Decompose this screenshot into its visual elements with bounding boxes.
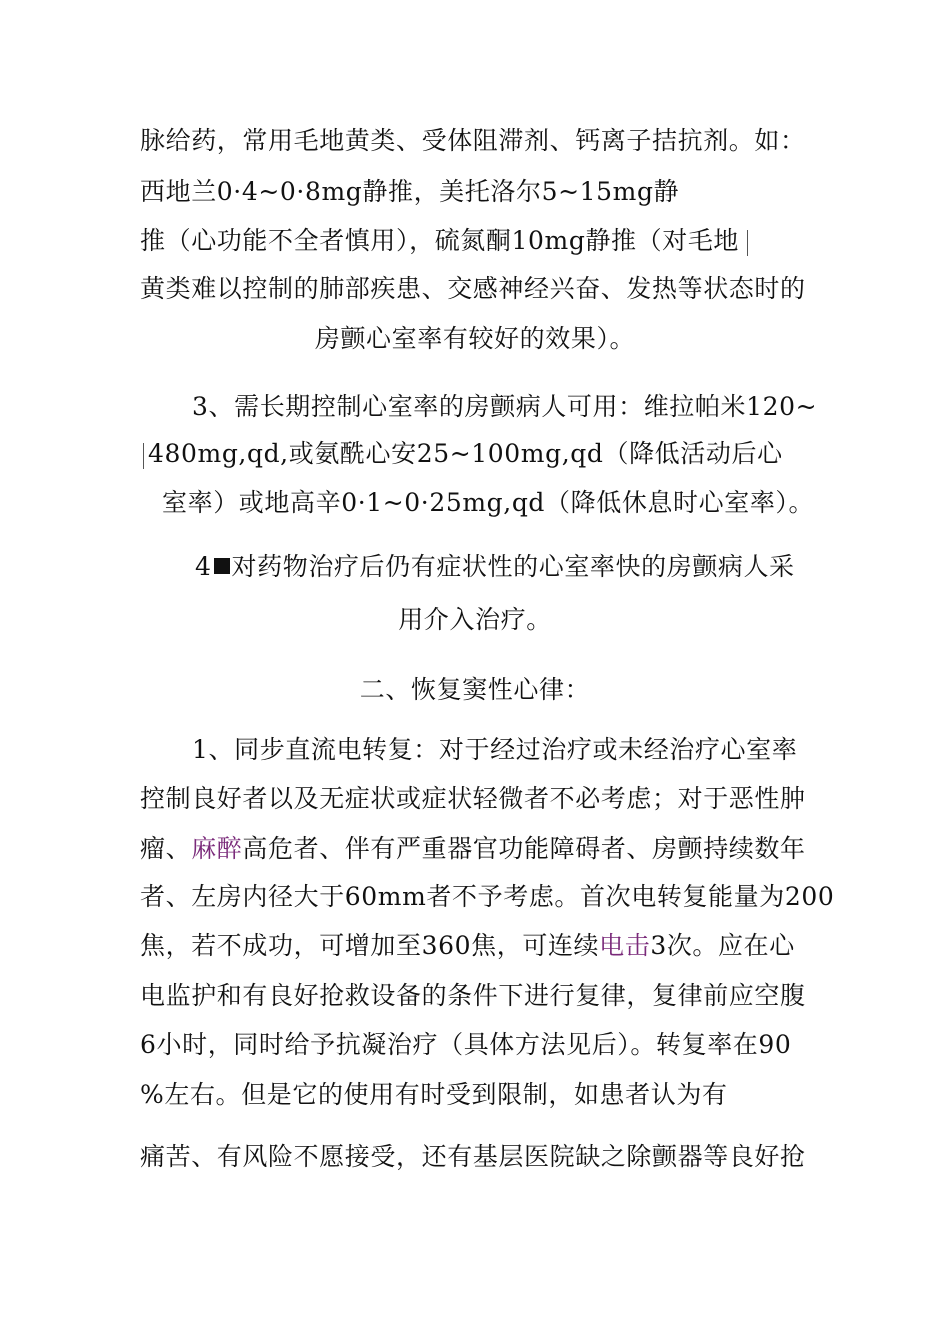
text-segment: 焦，若不成功，可增加至360焦，可连续 xyxy=(140,931,600,960)
text-segment: 瘤、 xyxy=(140,834,192,863)
text-line xyxy=(140,224,748,258)
square-bullet-icon xyxy=(214,558,230,574)
text-line: 痛苦、有风险不愿接受，还有基层医院缺之除颤器等良好抢 xyxy=(140,1142,806,1171)
text-line: 控制良好者以及无症状或症状轻微者不必考虑；对于恶性肿 xyxy=(140,784,806,813)
item-number: 4 xyxy=(195,552,212,581)
text-line xyxy=(140,832,806,866)
electric-shock-link[interactable]: 电击 xyxy=(599,931,651,960)
text-line: 脉给药，常用毛地黄类、受体阻滞剂、钙离子拮抗剂。如： xyxy=(140,126,806,155)
text-line xyxy=(143,437,783,471)
anesthesia-link[interactable]: 麻醉 xyxy=(191,834,243,863)
text-line xyxy=(140,929,795,963)
paragraph-3-line: 3、需长期控制心室率的房颤病人可用：维拉帕米120~ xyxy=(192,392,818,421)
text-line-centered: 用介入治疗。 xyxy=(398,605,552,634)
text-cursor xyxy=(143,443,144,469)
text-line: 室率）或地高辛0·1~0·25mg,qd（降低休息时心室率）。 xyxy=(162,488,815,517)
text-line: 6小时，同时给予抗凝治疗（具体方法见后）。转复率在90 xyxy=(140,1030,792,1059)
text-line-centered: 房颤心室率有较好的效果）。 xyxy=(314,324,636,353)
text-line: 西地兰0·4~0·8mg静推，美托洛尔5~15mg静 xyxy=(140,177,680,206)
paragraph-1-line: 1、同步直流电转复：对于经过治疗或未经治疗心室率 xyxy=(192,735,798,764)
text-line-content: 推（心功能不全者慎用），硫氮酮10mg静推（对毛地 xyxy=(140,226,740,255)
text-line: 者、左房内径大于60mm者不予考虑。首次电转复能量为200 xyxy=(140,882,835,911)
text-segment: 3次。应在心 xyxy=(650,931,795,960)
text-segment: 高危者、伴有严重器官功能障碍者、房颤持续数年 xyxy=(242,834,806,863)
text-line-content: 480mg,qd,或氨酰心安25~100mg,qd（降低活动后心 xyxy=(148,439,783,468)
text-line: 黄类难以控制的肺部疾患、交感神经兴奋、发热等状态时的 xyxy=(140,274,806,303)
section-heading: 二、恢复窦性心律： xyxy=(359,675,591,704)
text-line: 电监护和有良好抢救设备的条件下进行复律，复律前应空腹 xyxy=(140,981,806,1010)
text-line: %左右。但是它的使用有时受到限制，如患者认为有 xyxy=(140,1080,728,1109)
text-line-content: 对药物治疗后仍有症状性的心室率快的房颤病人采 xyxy=(231,552,795,581)
paragraph-4-line xyxy=(195,550,795,584)
text-cursor xyxy=(747,230,748,256)
